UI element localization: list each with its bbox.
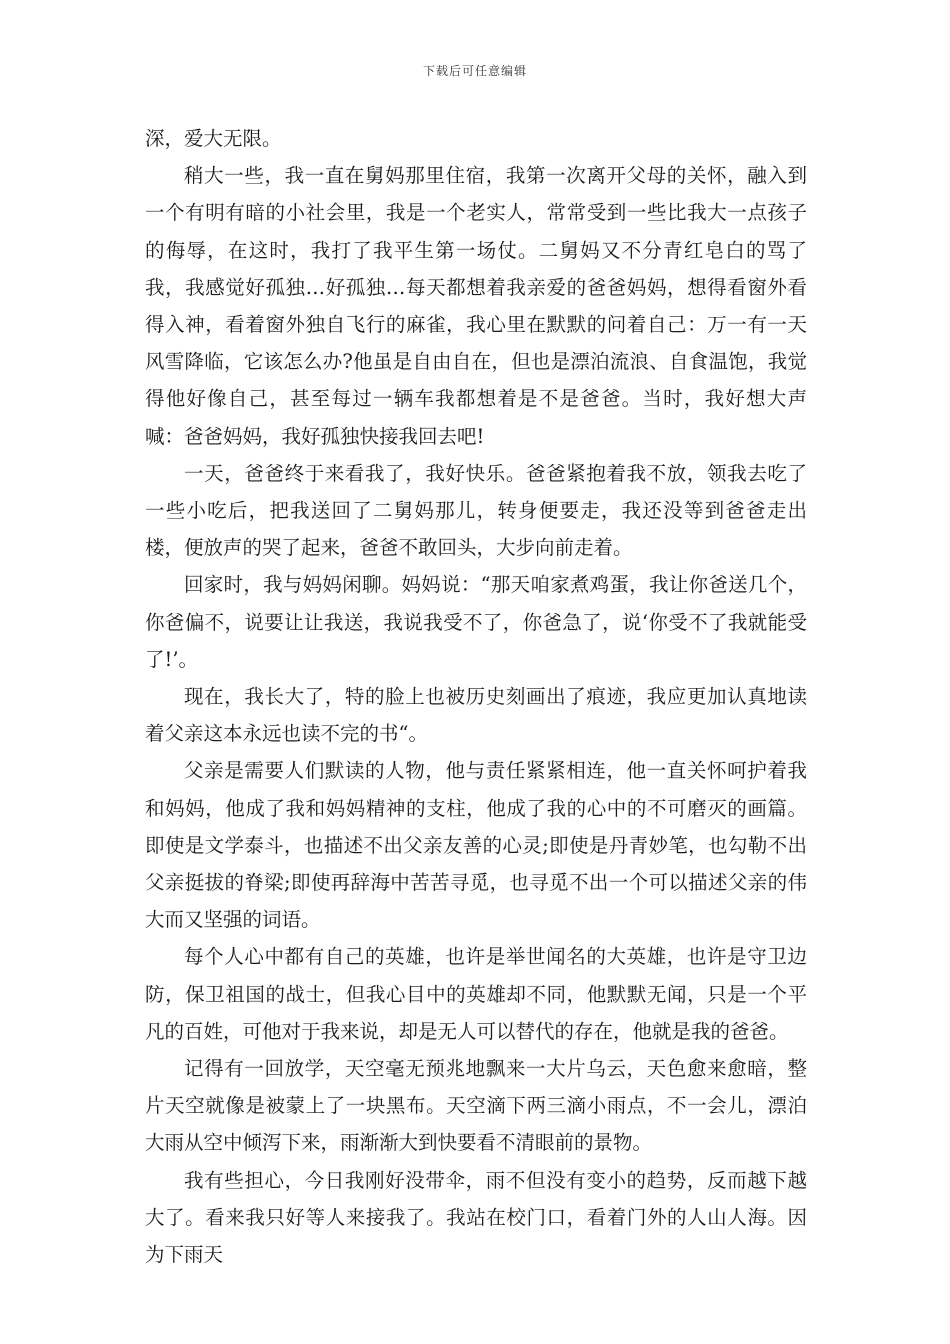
paragraph: 父亲是需要人们默读的人物，他与责任紧紧相连，他一直关怀呵护着我和妈妈，他成了我和妈妈精神的支柱，他成了我的心中的不可磨灭的画篇。即使是文学泰斗，也描述不出父亲友善的心灵;即使是丹青妙笔，也勾勒不出父亲挺拔的脊梁;即使再辞海中苦苦寻觅，也寻觅不出一个可以描述父亲的伟大而又坚强的词语。 [145,759,807,932]
document-body [145,120,807,1273]
paragraph: 现在，我长大了，特的脸上也被历史刻画出了痕迹，我应更加认真地读着父亲这本永远也读不完的书“。 [145,685,807,746]
page-header: 下载后可任意编辑 [422,64,527,78]
paragraph-continuation: 深，爱大无限。 [145,127,282,150]
paragraph: 每个人心中都有自己的英雄，也许是举世闻名的大英雄，也许是守卫边防，保卫祖国的战士，但我心目中的英雄却不同，他默默无闻，只是一个平凡的百姓，可他对于我来说，却是无人可以替代的存在，他就是我的爸爸。 [145,945,807,1043]
paragraph: 稍大一些，我一直在舅妈那里住宿，我第一次离开父母的关怀，融入到一个有明有暗的小社会里，我是一个老实人，常常受到一些比我大一点孩子的侮辱，在这时，我打了我平生第一场仗。二舅妈又不分青红皂白的骂了我，我感觉好孤独…好孤独…每天都想着我亲爱的爸爸妈妈，想得看窗外看得入神，看着窗外独自飞行的麻雀，我心里在默默的问着自己：万一有一天风雪降临，它该怎么办?他虽是自由自在，但也是漂泊流浪、自食温饱，我觉得他好像自己，甚至每过一辆车我都想着是不是爸爸。当时，我好想大声喊：爸爸妈妈，我好孤独快接我回去吧! [145,164,807,448]
paragraph: 我有些担心，今日我刚好没带伞，雨不但没有变小的趋势，反而越下越大了。看来我只好等人来接我了。我站在校门口，看着门外的人山人海。因为下雨天 [145,1168,807,1267]
paragraph: 记得有一回放学，天空毫无预兆地飘来一大片乌云，天色愈来愈暗，整片天空就像是被蒙上了一块黑布。天空滴下两三滴小雨点，不一会儿，漂泊大雨从空中倾泻下来，雨渐渐大到快要看不清眼前的景物。 [145,1057,807,1155]
paragraph: 一天，爸爸终于来看我了，我好快乐。爸爸紧抱着我不放，领我去吃了一些小吃后，把我送回了二舅妈那儿，转身便要走，我还没等到爸爸走出楼，便放声的哭了起来，爸爸不敢回头，大步向前走着。 [145,461,807,560]
paragraph: 回家时，我与妈妈闲聊。妈妈说：“那天咱家煮鸡蛋，我让你爸送几个，你爸偏不，说要让让我送，我说我受不了，你爸急了，说‘你受不了我就能受了!’。 [145,573,807,671]
